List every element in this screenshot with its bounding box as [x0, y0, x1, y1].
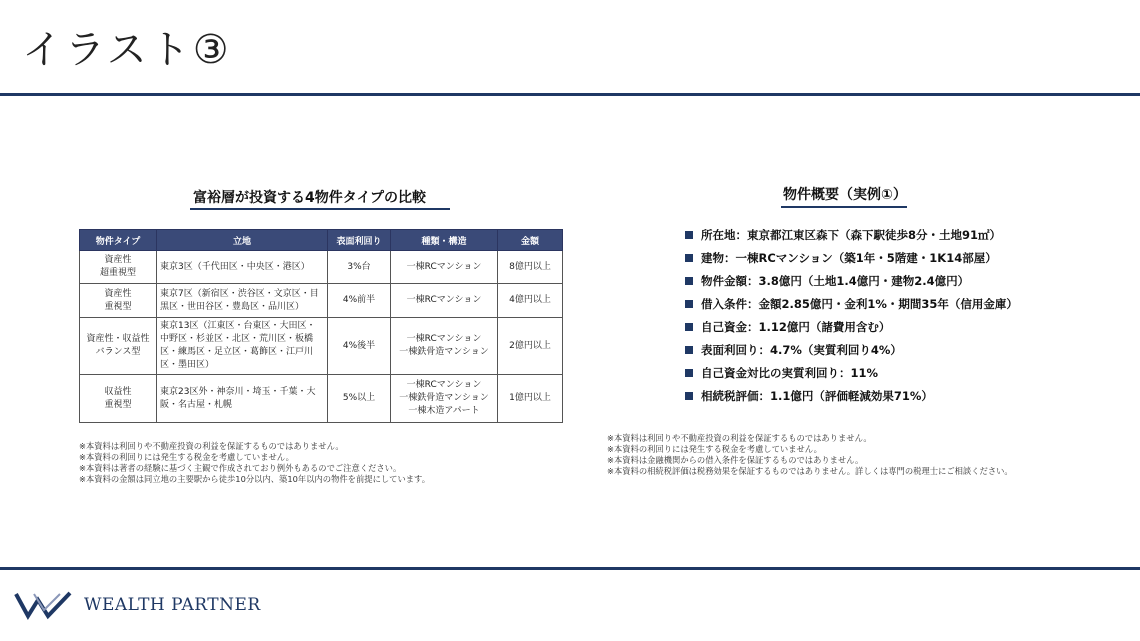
table-row	[80, 375, 563, 423]
list-item	[685, 384, 1018, 407]
disclaimer-line: ※本資料の利回りには発生する税金を考慮していません。	[79, 452, 294, 462]
page-title: イラスト③	[22, 27, 232, 73]
property-summary-heading: 物件概要（実例①）	[783, 187, 907, 203]
header-cell-structure: 種類・構造	[391, 230, 498, 251]
cell-yield: 4%後半	[328, 318, 391, 375]
list-item-text: 所在地：東京都江東区森下（森下駅徒歩8分・土地91㎡）	[701, 227, 1002, 242]
table-header-row	[80, 230, 563, 251]
cell-location: 東京23区外・神奈川・埼玉・千葉・大阪・名古屋・札幌	[157, 375, 328, 423]
square-bullet-icon	[685, 277, 693, 285]
square-bullet-icon	[685, 369, 693, 377]
company-logo	[14, 590, 261, 620]
cell-price: 8億円以上	[498, 251, 563, 284]
comparison-table	[79, 229, 563, 423]
list-item	[685, 361, 1018, 384]
cell-type: 収益性 重視型	[80, 375, 157, 423]
cell-yield: 5%以上	[328, 375, 391, 423]
list-item-text: 相続税評価：1.1億円（評価軽減効果71%）	[701, 388, 933, 403]
disclaimer-line: ※本資料は金融機関からの借入条件を保証するものではありません。	[607, 455, 864, 465]
right-disclaimer	[607, 433, 1013, 477]
list-item	[685, 269, 1018, 292]
disclaimer-line: ※本資料は利回りや不動産投資の利益を保証するものではありません。	[79, 441, 344, 451]
cell-location: 東京7区（新宿区・渋谷区・文京区・目黒区・世田谷区・豊島区・品川区）	[157, 284, 328, 318]
disclaimer-line: ※本資料の利回りには発生する税金を考慮していません。	[607, 444, 822, 454]
comparison-heading-underline	[190, 208, 450, 210]
disclaimer-line: ※本資料は利回りや不動産投資の利益を保証するものではありません。	[607, 433, 872, 443]
cell-structure: 一棟RCマンション 一棟鉄骨造マンション	[391, 318, 498, 375]
square-bullet-icon	[685, 254, 693, 262]
square-bullet-icon	[685, 346, 693, 354]
cell-yield: 3%台	[328, 251, 391, 284]
square-bullet-icon	[685, 323, 693, 331]
cell-type: 資産性 重視型	[80, 284, 157, 318]
cell-structure: 一棟RCマンション 一棟鉄骨造マンション 一棟木造アパート	[391, 375, 498, 423]
header-cell-location: 立地	[157, 230, 328, 251]
list-item-text: 表面利回り：4.7%（実質利回り4%）	[701, 342, 902, 357]
cell-type: 資産性・収益性 バランス型	[80, 318, 157, 375]
list-item-text: 物件金額：3.8億円（土地1.4億円・建物2.4億円）	[701, 273, 970, 288]
header-cell-price: 金額	[498, 230, 563, 251]
square-bullet-icon	[685, 300, 693, 308]
cell-structure: 一棟RCマンション	[391, 251, 498, 284]
list-item	[685, 338, 1018, 361]
list-item-text: 自己資金対比の実質利回り：11%	[701, 365, 879, 380]
square-bullet-icon	[685, 392, 693, 400]
wp-logo-mark-icon	[14, 590, 76, 620]
list-item	[685, 315, 1018, 338]
disclaimer-line: ※本資料は著者の経験に基づく主観で作成されており例外もあるのでご注意ください。	[79, 463, 402, 473]
list-item	[685, 292, 1018, 315]
cell-price: 4億円以上	[498, 284, 563, 318]
left-disclaimer	[79, 441, 430, 485]
cell-location: 東京3区（千代田区・中央区・港区）	[157, 251, 328, 284]
disclaimer-line: ※本資料の相続税評価は税務効果を保証するものではありません。詳しくは専門の税理士にご相談ください。	[607, 466, 1013, 476]
list-item	[685, 246, 1018, 269]
cell-structure: 一棟RCマンション	[391, 284, 498, 318]
header-cell-type: 物件タイプ	[80, 230, 157, 251]
cell-yield: 4%前半	[328, 284, 391, 318]
property-summary-heading-underline	[781, 206, 907, 208]
list-item	[685, 223, 1018, 246]
table-row	[80, 284, 563, 318]
list-item-text: 自己資金：1.12億円（諸費用含む）	[701, 319, 891, 334]
comparison-heading: 富裕層が投資する4物件タイプの比較	[193, 190, 427, 206]
list-item-text: 借入条件：金額2.85億円・金利1%・期間35年（信用金庫）	[701, 296, 1018, 311]
cell-type: 資産性 超重視型	[80, 251, 157, 284]
property-summary-list	[685, 223, 1018, 407]
bottom-divider	[0, 567, 1140, 570]
header-cell-yield: 表面利回り	[328, 230, 391, 251]
cell-price: 1億円以上	[498, 375, 563, 423]
cell-price: 2億円以上	[498, 318, 563, 375]
square-bullet-icon	[685, 231, 693, 239]
logo-text: WEALTH PARTNER	[84, 595, 261, 615]
table-row	[80, 318, 563, 375]
list-item-text: 建物：一棟RCマンション（築1年・5階建・1K14部屋）	[701, 250, 997, 265]
cell-location: 東京13区（江東区・台東区・大田区・中野区・杉並区・北区・荒川区・板橋区・練馬区・足立区・葛飾区・江戸川区・墨田区）	[157, 318, 328, 375]
top-divider	[0, 93, 1140, 96]
disclaimer-line: ※本資料の金額は同立地の主要駅から徒歩10分以内、築10年以内の物件を前提にしています。	[79, 474, 430, 484]
table-row	[80, 251, 563, 284]
